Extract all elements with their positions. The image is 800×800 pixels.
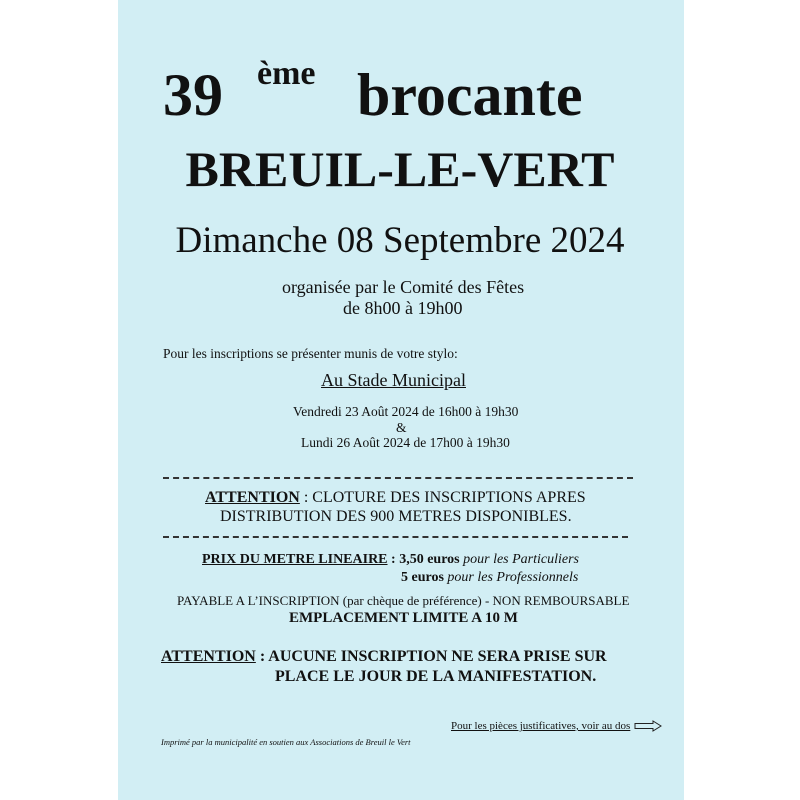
price-professionnels: 5 euros xyxy=(401,570,444,585)
payment-line: PAYABLE A L’INSCRIPTION (par chèque de préférence) - NON REMBOURSABLE xyxy=(177,593,630,608)
attention-text-1a: : CLOTURE DES INSCRIPTIONS APRES xyxy=(299,489,586,506)
registration-intro: Pour les inscriptions se présenter munis de votre stylo: xyxy=(163,346,458,361)
justificatives-note: Pour les pièces justificatives, voir au dos xyxy=(451,720,631,732)
price-particuliers: 3,50 euros xyxy=(399,552,460,567)
divider-top xyxy=(163,477,633,479)
town-name: BREUIL-LE-VERT xyxy=(185,141,615,197)
registration-slot-1: Vendredi 23 Août 2024 de 16h00 à 19h30 xyxy=(293,404,519,419)
registration-ampersand: & xyxy=(396,420,407,435)
edition-number: 39 xyxy=(163,62,223,128)
registration-slot-2: Lundi 26 Août 2024 de 17h00 à 19h30 xyxy=(301,435,510,450)
price-line-1 xyxy=(202,551,579,568)
attention-text-1b: DISTRIBUTION DES 900 METRES DISPONIBLES. xyxy=(220,508,572,525)
registration-place: Au Stade Municipal xyxy=(321,370,466,390)
price-particuliers-note: pour les Particuliers xyxy=(463,552,580,567)
attention-label-2: ATTENTION xyxy=(161,648,256,665)
attention-text-2b: PLACE LE JOUR DE LA MANIFESTATION. xyxy=(275,668,597,685)
arrow-right-icon xyxy=(634,720,662,732)
price-label: PRIX DU METRE LINEAIRE xyxy=(202,552,388,567)
attention-text-2a: : AUCUNE INSCRIPTION NE SERA PRISE SUR xyxy=(255,648,607,665)
printed-by-note: Imprimé par la municipalité en soutien aux Associations de Breuil le Vert xyxy=(161,737,411,747)
attention-notice-2 xyxy=(161,647,607,667)
attention-notice-1 xyxy=(205,488,586,507)
price-colon: : xyxy=(387,552,400,567)
divider-middle xyxy=(163,536,628,538)
limit-line: EMPLACEMENT LIMITE A 10 M xyxy=(289,610,518,626)
hours-line: de 8h00 à 19h00 xyxy=(343,298,463,318)
attention-label-1: ATTENTION xyxy=(205,489,300,506)
organiser-line: organisée par le Comité des Fêtes xyxy=(282,277,525,297)
edition-superscript: ème xyxy=(257,55,316,92)
price-line-2 xyxy=(401,569,578,586)
event-title: brocante xyxy=(357,62,583,128)
event-date: Dimanche 08 Septembre 2024 xyxy=(175,220,625,261)
price-professionnels-note: pour les Professionnels xyxy=(447,570,579,585)
